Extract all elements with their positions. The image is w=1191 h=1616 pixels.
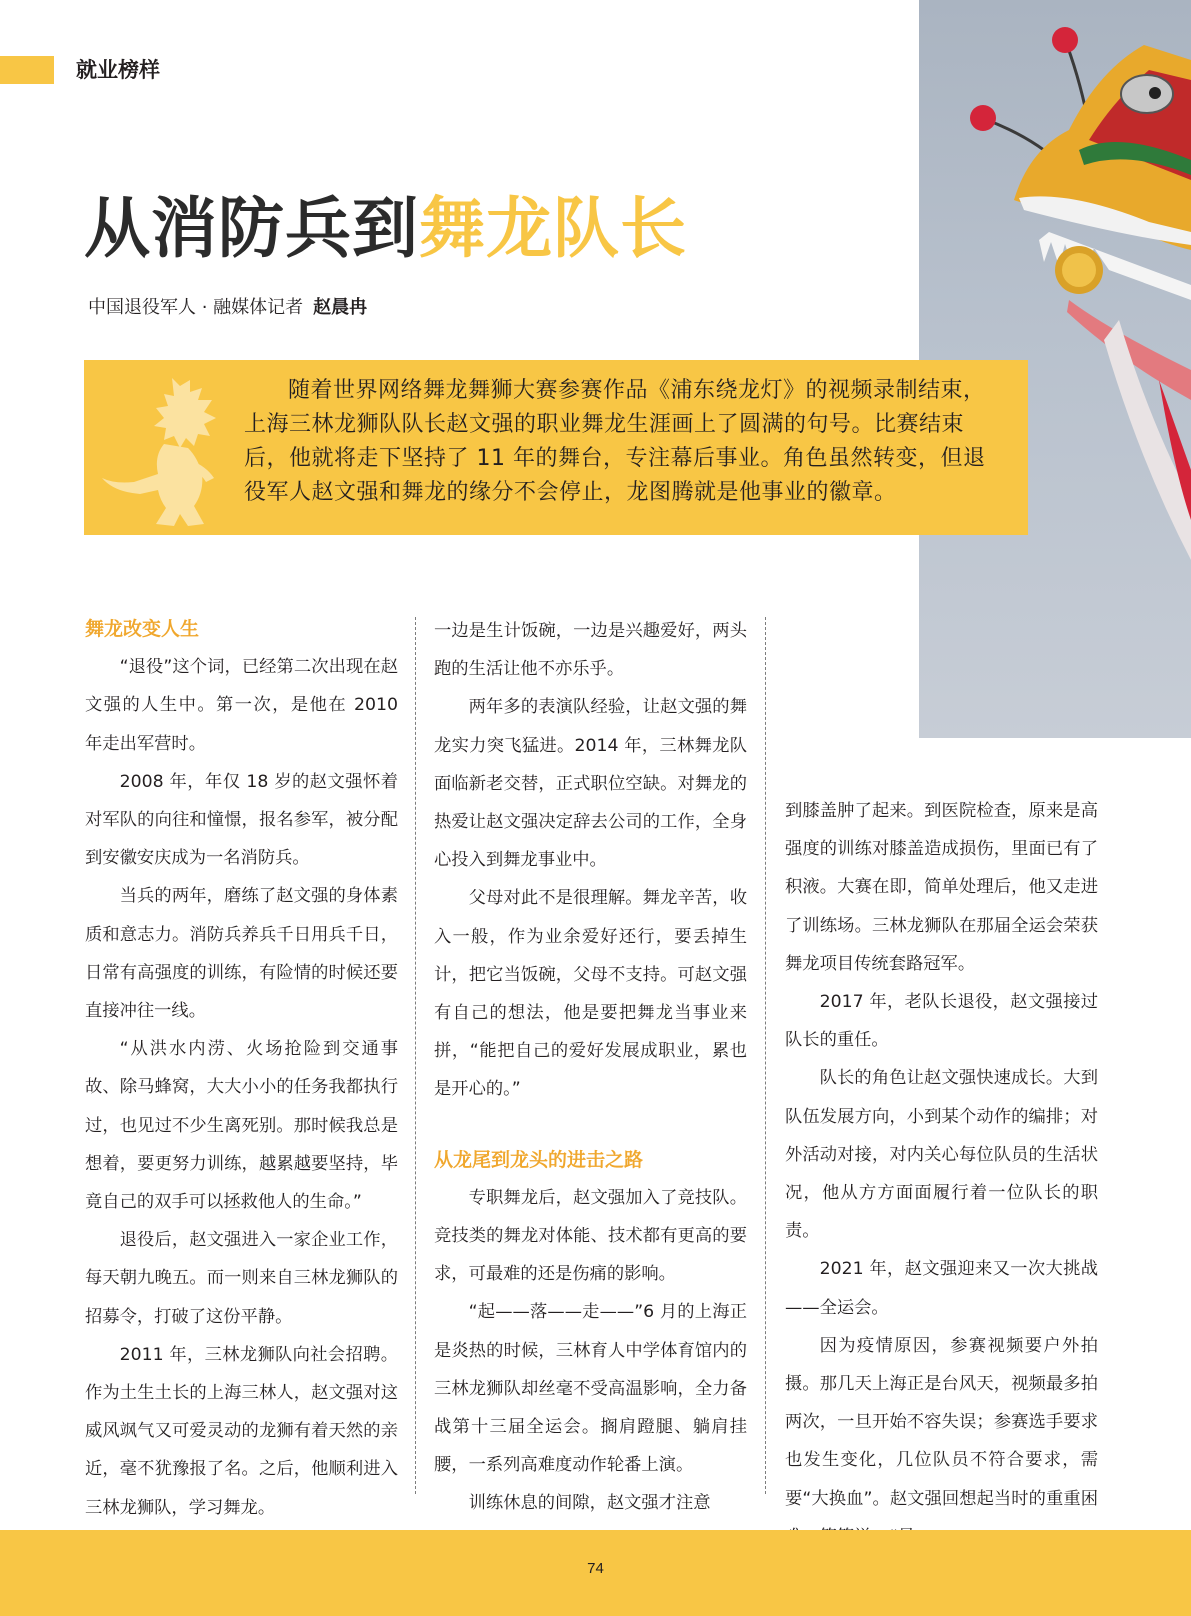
body-paragraph: 2021 年，赵文强迎来又一次大挑战——全运会。 [785,1259,1098,1318]
article-column-2 [434,612,747,1523]
body-paragraph: 专职舞龙后，赵文强加入了竞技队。竞技类的舞龙对体能、技术都有更高的要求，可最难的还是伤痛的影响。 [434,1187,747,1285]
title-part-dark: 从消防兵到 [84,190,419,267]
body-paragraph: 队长的角色让赵文强快速成长。大到队伍发展方向，小到某个动作的编排；对外活动对接，对内关心每位队员的生活状况，他从方方面面履行着一位队长的职责。 [785,1068,1098,1242]
body-paragraph: 2017 年，老队长退役，赵文强接过队长的重任。 [785,992,1098,1051]
article-title [84,190,687,267]
article-column-1 [85,610,398,1527]
lead-text: 随着世界网络舞龙舞狮大赛参赛作品《浦东绕龙灯》的视频录制结束，上海三林龙狮队队长赵文强的职业舞龙生涯画上了圆满的句号。比赛结束后，他就将走下坚持了 11 年的舞台，专注幕后事业。角色虽然转变，但退役军人赵文强和舞龙的缘分不会停止，龙图腾就是他事业的徽章。 [244,378,986,505]
body-paragraph: 2008 年，年仅 18 岁的赵文强怀着对军队的向往和憧憬，报名参军，被分配到安徽安庆成为一名消防兵。 [85,771,398,869]
body-paragraph: 训练休息的间隙，赵文强才注意 [468,1493,711,1514]
body-paragraph: 父母对此不是很理解。舞龙辛苦，收入一般，作为业余爱好还行，要丢掉生计，把它当饭碗，父母不支持。可赵文强有自己的想法，他是要把舞龙当事业来拼，“能把自己的爱好发展成职业，累也是开心的。” [434,888,747,1100]
section-tab [0,56,54,84]
lead-box [84,360,1028,535]
body-paragraph: “从洪水内涝、火场抢险到交通事故、除马蜂窝，大大小小的任务我都执行过，也见过不少生离死别。那时候我总是想着，要更努力训练，越累越要坚持，毕竟自己的双手可以拯救他人的生命。” [85,1039,398,1213]
body-paragraph: 一边是生计饭碗，一边是兴趣爱好，两头跑的生活让他不亦乐乎。 [434,621,747,680]
column-divider [765,617,766,1494]
page-number: 74 [587,1560,604,1577]
byline-author: 赵晨冉 [313,297,368,318]
column-divider [415,617,416,1494]
body-paragraph: 因为疫情原因，参赛视频要户外拍摄。那几天上海正是台风天，视频最多拍两次，一旦开始不容失误；参赛选手要求也发生变化，几位队员不符合要求，需要“大换血”。赵文强回想起当时的重重困 [785,1335,1098,1509]
body-paragraph: 2011 年，三林龙狮队向社会招聘。作为土生土长的上海三林人，赵文强对这威风飒气又可爱灵动的龙狮有着天然的亲近，毫不犹豫报了名。之后，他顺利进入三林龙狮队，学习舞龙。 [85,1344,398,1518]
article-column-3 [785,792,1098,1556]
byline-source: 中国退役军人 · 融媒体记者 [88,297,304,318]
body-paragraph: 两年多的表演队经验，让赵文强的舞龙实力突飞猛进。2014 年，三林舞龙队面临新老交替，正式职位空缺。对舞龙的热爱让赵文强决定辞去公司的工作，全身心投入到舞龙事业中。 [434,697,747,871]
section-label: 就业榜样 [76,58,160,82]
body-paragraph: 当兵的两年，磨练了赵文强的身体素质和意志力。消防兵养兵千日用兵千日，日常有高强度的训练，有险情的时候还要直接冲往一线。 [85,886,398,1022]
body-paragraph: “退役”这个词，已经第二次出现在赵文强的人生中。第一次，是他在 2010 年走出军营时。 [85,657,398,754]
byline [88,293,367,319]
body-paragraph: 退役后，赵文强进入一家企业工作，每天朝九晚五。而一则来自三林龙狮队的招募令，打破了这份平静。 [85,1230,398,1327]
body-paragraph: 到膝盖肿了起来。到医院检查，原来是高强度的训练对膝盖造成损伤，里面已有了积液。大赛在即，简单处理后，他又走进了训练场。三林龙狮队在那届全运会荣获舞龙项目传统套路冠军。 [785,801,1098,974]
section-heading: 舞龙改变人生 [85,618,200,640]
title-part-highlight: 舞龙队长 [419,190,687,267]
body-paragraph: “起——落——走——”6 月的上海正是炎热的时候，三林育人中学体育馆内的三林龙狮队却丝毫不受高温影响，全力备战第十三届全运会。搁肩蹬腿、躺肩挂腰，一系列高难度动作轮番上演。 [434,1302,747,1476]
section-heading: 从龙尾到龙头的进击之路 [434,1148,644,1171]
dragon-silhouette-icon [94,374,239,532]
